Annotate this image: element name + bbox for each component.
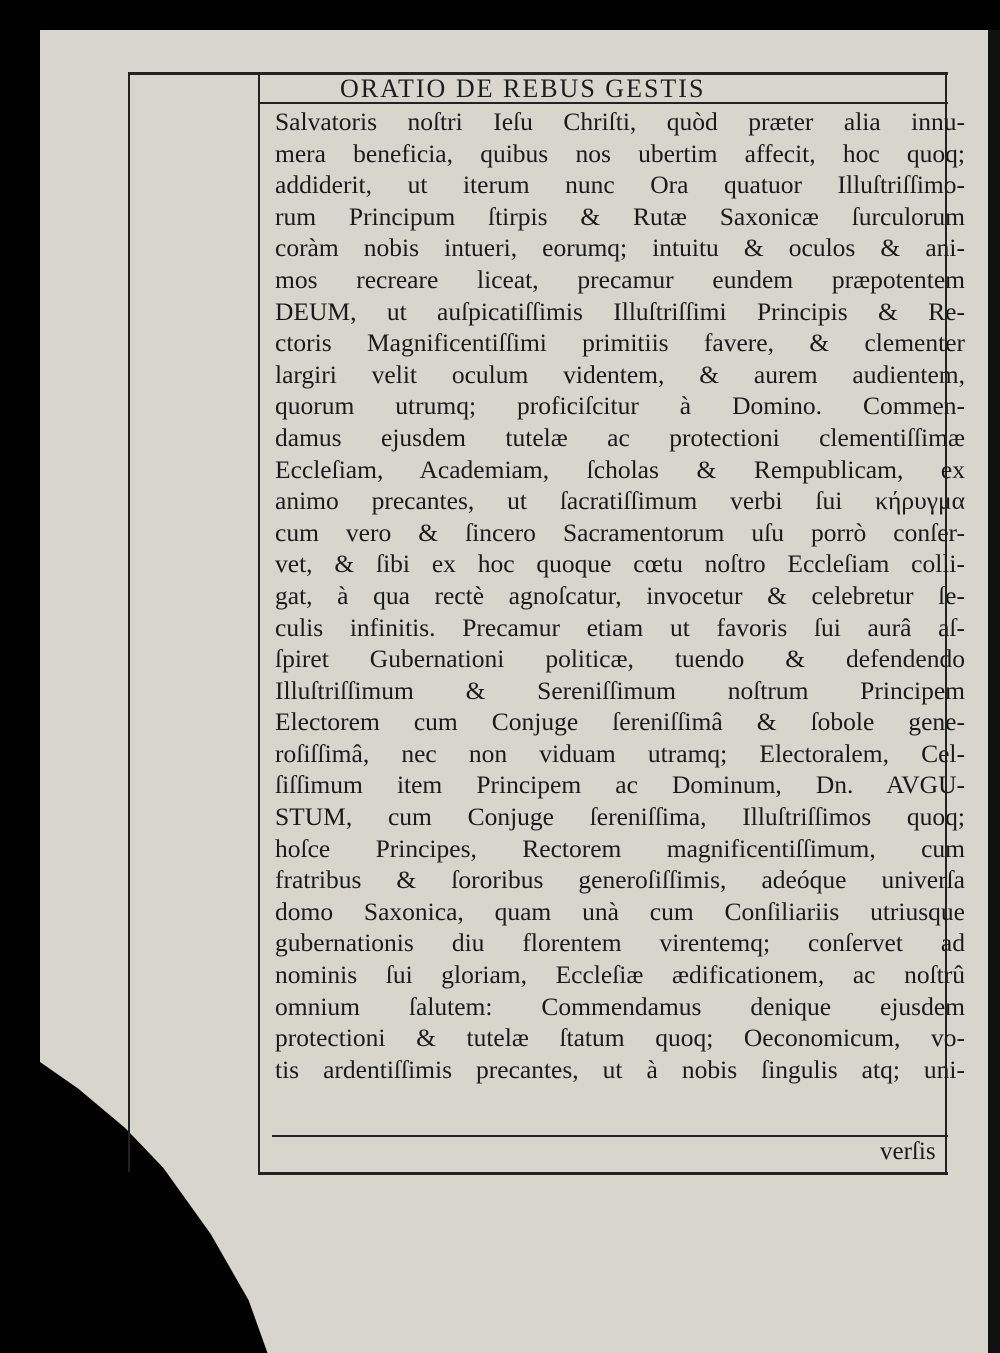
text-bottom-rule [272,1135,948,1137]
text-line: vet, & ſibi ex hoc quoque cœtu noſtro Eccleſiam colli- [275,549,965,579]
text-line: ctoris Magnificentiſſimi primitiis favere, & clementer [275,328,965,358]
text-line: coràm nobis intueri, eorumq; intuitu & oculos & ani- [275,233,965,263]
text-line: quorum utrumq; proficiſcitur à Domino. Commen- [275,391,965,421]
text-line: mos recreare liceat, precamur eundem præpotentem [275,264,965,294]
text-line: Salvatoris noſtri Ieſu Chriſti, quòd præter alia innu- [275,107,965,136]
catchword: verſis [880,1138,936,1165]
text-line: mera beneficia, quibus nos ubertim affecit, hoc quoq; [275,138,965,168]
text-line: rum Principum ſtirpis & Rutæ Saxonicæ ſurculorum [275,201,965,231]
text-line: domo Saxonica, quam unà cum Conſiliariis utriusque [275,896,965,926]
text-line: Eccleſiam, Academiam, ſcholas & Rempublicam, ex [275,454,965,484]
text-line: addiderit, ut iterum nunc Ora quatuor Illuſtriſſimo- [275,170,965,200]
text-line: ſpiret Gubernationi politicæ, tuendo & defendendo [275,644,965,674]
text-line: tis ardentiſſimis precantes, ut à nobis ſingulis atq; uni- [275,1054,965,1084]
text-line: damus ejusdem tutelæ ac protectioni clementiſſimæ [275,422,965,452]
text-line: cum vero & ſincero Sacramentorum uſu porrò conſer- [275,517,965,547]
text-line: Electorem cum Conjuge ſereniſſimâ & ſobole gene- [275,707,965,737]
text-line: animo precantes, ut ſacratiſſimum verbi ſui κήρυγμα [275,486,965,516]
text-line: omnium ſalutem: Commendamus denique ejusdem [275,991,965,1021]
text-line: DEUM, ut auſpicatiſſimis Illuſtriſſimi Principis & Re- [275,296,965,326]
body-text [275,106,965,1085]
left-vertical-rule-outer [128,72,130,1172]
text-line: gat, à qua rectè agnoſcatur, invocetur & celebretur ſe- [275,580,965,610]
text-line: roſiſſimâ, nec non viduam utramq; Electoralem, Cel- [275,738,965,768]
text-line: hoſce Principes, Rectorem magnificentiſſimum, cum [275,833,965,863]
text-line: gubernationis diu florentem virentemq; conſervet ad [275,928,965,958]
page-edge-shadow [988,30,1000,1353]
text-line: nominis ſui gloriam, Eccleſiæ ædificationem, ac noſtrû [275,960,965,990]
text-line: protectioni & tutelæ ſtatum quoq; Oeconomicum, vo- [275,1023,965,1053]
bottom-rule [258,1172,948,1175]
text-line: culis infinitis. Precamur etiam ut favoris ſui aurâ aſ- [275,612,965,642]
text-line: largiri velit oculum videntem, & aurem audientem, [275,359,965,389]
running-header: ORATIO DE REBUS GESTIS [340,74,706,103]
text-line: fratribus & ſororibus generoſiſſimis, adeóque univerſa [275,865,965,895]
text-line: Illuſtriſſimum & Sereniſſimum noſtrum Principem [275,675,965,705]
text-line: STUM, cum Conjuge ſereniſſima, Illuſtriſſimos quoq; [275,802,965,832]
left-vertical-rule-inner [258,72,260,1172]
text-line: ſiſſimum item Principem ac Dominum, Dn. AVGU- [275,770,965,800]
